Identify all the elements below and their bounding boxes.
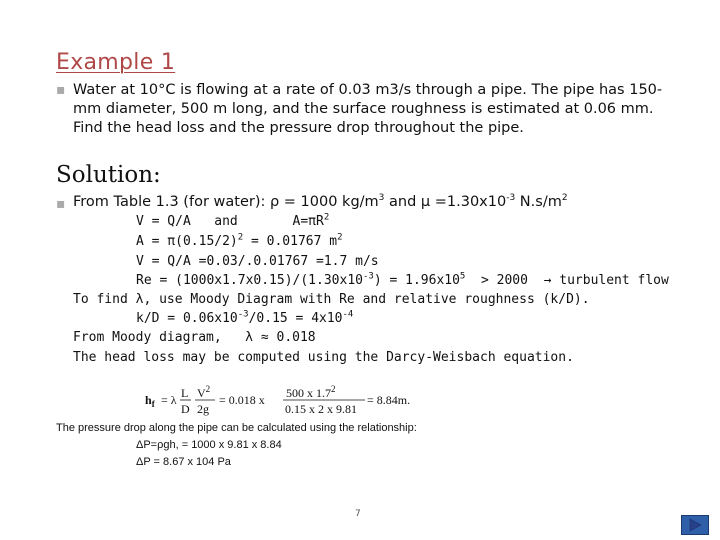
eq-denominator: 0.15 x 2 x 9.81 bbox=[285, 402, 357, 416]
pressure-drop-formula: ΔP=ρgh, = 1000 x 9.81 x 8.84 bbox=[136, 439, 282, 451]
calc-line-moody-intro: To find λ, use Moody Diagram with Re and relative roughness (k/D). bbox=[73, 292, 590, 307]
slide-title: Example 1 bbox=[56, 50, 176, 75]
eq-numerator: 500 x $1.7^2$ bbox=[286, 384, 336, 400]
square-bullet-icon: ▪ bbox=[56, 82, 66, 98]
calc-line-friction-factor: From Moody diagram, λ ≈ 0.018 bbox=[73, 330, 316, 345]
pressure-drop-result: ΔP = 8.67 x 104 Pa bbox=[136, 456, 231, 468]
eq-2g: 2g bbox=[197, 402, 209, 416]
calc-line-reynolds: $Re = (1000x1.7x0.15)/(1.30x10^{-3}) = 1.96x10^5 > 2000$ → turbulent flow bbox=[136, 271, 669, 288]
eq-V2: $V^2$ bbox=[197, 384, 211, 400]
eq-lhs: $h_f$ bbox=[145, 393, 155, 409]
solution-heading: Solution: bbox=[56, 162, 161, 188]
next-slide-button[interactable] bbox=[681, 515, 709, 535]
eq-result: = 8.84m. bbox=[367, 393, 411, 407]
darcy-weisbach-equation bbox=[145, 380, 445, 422]
pressure-drop-intro: The pressure drop along the pipe can be calculated using the relationship: bbox=[56, 422, 417, 434]
problem-statement: Water at 10°C is flowing at a rate of 0.03 m3/s through a pipe. The pipe has 150-mm diameter, 500 m long, and the surface roughness is estimated at 0.06 mm. Find the head loss and the pressure drop throughout the pipe. bbox=[73, 82, 663, 136]
eq-L: L bbox=[181, 386, 189, 400]
calc-line-roughness: $k/D = 0.06x10^{-3}/0.15 = 4x10^{-4}$ bbox=[136, 309, 354, 326]
square-bullet-icon: ▪ bbox=[56, 196, 66, 212]
calc-line-velocity: V = Q/A =0.03/.0.01767 =1.7 m/s bbox=[136, 254, 379, 269]
eq-D: D bbox=[181, 402, 190, 416]
eq-lambda: = λ bbox=[161, 393, 177, 407]
from-table-line: From Table 1.3 (for water): ρ = 1000 $kg/m^3$ and $\mu =1.30x10^{-3}$ $N.s/m^2$ bbox=[73, 193, 568, 210]
calc-line-area: $A = \pi(0.15/2)^2 = 0.01767$ $m^2$ bbox=[136, 232, 343, 249]
calc-line-velocity-area: V = Q/A and $A=\pi R^2$ bbox=[136, 212, 330, 229]
eq-coefficient: = 0.018 x bbox=[219, 393, 265, 407]
play-next-icon bbox=[682, 516, 708, 534]
page-number: 7 bbox=[355, 509, 361, 519]
calc-line-head-loss-intro: The head loss may be computed using the Darcy-Weisbach equation. bbox=[73, 350, 574, 365]
